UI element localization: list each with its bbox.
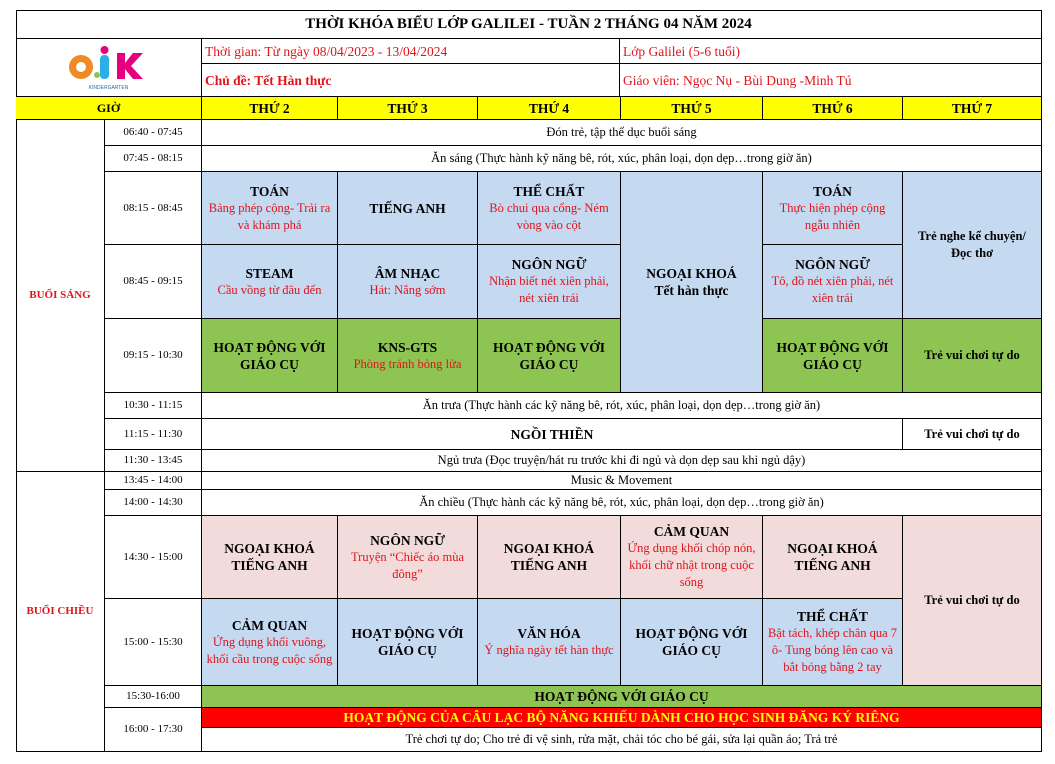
- subject: NGOẠI KHOÁ: [646, 266, 737, 281]
- subject: Trẻ vui chơi tự do: [924, 427, 1020, 441]
- subject: NGÔN NGỮ: [370, 532, 445, 548]
- lesson: Ứng dụng khối chóp nón, khối chữ nhật trong cuộc sống: [627, 541, 756, 589]
- cell-fri-language: [763, 245, 903, 319]
- header-hour: GIỜ: [16, 97, 202, 120]
- subject: TIẾNG ANH: [369, 200, 446, 216]
- class-name: Lớp Galilei (5-6 tuổi): [620, 39, 1042, 64]
- lesson: Bò chui qua cổng- Ném vòng vào cột: [489, 200, 609, 232]
- subject: HOẠT ĐỘNG VỚI GIÁO CỤ: [492, 339, 606, 372]
- cell-tue-english: [338, 172, 478, 245]
- cell-tue-tools: [338, 599, 478, 686]
- cell-wed-pe: [478, 172, 621, 245]
- cell-mon-english-extra: [202, 516, 338, 599]
- school-logo: [16, 39, 202, 97]
- aik-logo-icon: [67, 45, 151, 85]
- lesson: Bật tách, khép chân qua 7 ô- Tung bóng lên cao và bắt bóng bằng 2 tay: [767, 626, 898, 674]
- time-slot: 07:45 - 08:15: [105, 146, 202, 172]
- subject: ÂM NHẠC: [374, 265, 441, 281]
- subject: KNS-GTS: [377, 339, 438, 355]
- cell-thu-tools: [621, 599, 763, 686]
- time-slot: 11:30 - 13:45: [105, 450, 202, 472]
- cell-mon-math: [202, 172, 338, 245]
- subject: TOÁN: [250, 183, 289, 199]
- header-tue: THỨ 3: [338, 97, 478, 120]
- subject: STEAM: [245, 265, 294, 281]
- teachers: Giáo viên: Ngọc Nụ - Bùi Dung -Minh Tú: [620, 64, 1042, 97]
- time-slot: 10:30 - 11:15: [105, 393, 202, 419]
- session-morning: BUỔI SÁNG: [16, 120, 105, 472]
- cell-mon-sensory: [202, 599, 338, 686]
- subject: NGOẠI KHOÁ TIẾNG ANH: [503, 541, 595, 573]
- row-snack: Ăn chiều (Thực hành các kỹ năng bê, rót, xúc, phân loại, dọn dẹp…trong giờ ăn): [202, 490, 1042, 516]
- cell-tue-lifeskills: [338, 319, 478, 393]
- header-thu: THỨ 5: [621, 97, 763, 120]
- row-music: Music & Movement: [202, 472, 1042, 490]
- row-lunch: Ăn trưa (Thực hành các kỹ năng bê, rót, xúc, phân loại, dọn dẹp…trong giờ ăn): [202, 393, 1042, 419]
- time-slot: 08:15 - 08:45: [105, 172, 202, 245]
- subject: NGÔN NGỮ: [511, 257, 587, 272]
- page-title: THỜI KHÓA BIỂU LỚP GALILEI - TUẦN 2 THÁNG 04 NĂM 2024: [16, 10, 1042, 39]
- lesson: Ứng dụng khối vuông, khối cầu trong cuộc sống: [206, 634, 333, 666]
- time-slot: 09:15 - 10:30: [105, 319, 202, 393]
- cell-thu-sensory: [621, 516, 763, 599]
- subject: THỂ CHẤT: [797, 609, 868, 624]
- row-club: HOẠT ĐỘNG CỦA CÂU LẠC BỘ NĂNG KHIẾU DÀNH CHO HỌC SINH ĐĂNG KÝ RIÊNG: [202, 708, 1042, 728]
- cell-thu-extracurricular: [621, 172, 763, 393]
- cell-fri-pe: [763, 599, 903, 686]
- cell-wed-language: [478, 245, 621, 319]
- time-slot: 06:40 - 07:45: [105, 120, 202, 146]
- lesson: Cầu vồng từ đâu đến: [217, 282, 322, 297]
- topic: Chủ đề: Tết Hàn thực: [202, 64, 620, 97]
- cell-fri-english-extra: [763, 516, 903, 599]
- subject: CẢM QUAN: [653, 524, 730, 539]
- time-slot: 14:30 - 15:00: [105, 516, 202, 599]
- time-slot: 14:00 - 14:30: [105, 490, 202, 516]
- date-range: Thời gian: Từ ngày 08/04/2023 - 13/04/2024: [202, 39, 620, 64]
- subject: NGÔN NGỮ: [795, 257, 870, 272]
- time-slot: 13:45 - 14:00: [105, 472, 202, 490]
- subject: Trẻ nghe kể chuyện/Đọc thơ: [918, 229, 1026, 260]
- session-afternoon: BUỔI CHIỀU: [16, 472, 105, 752]
- time-slot: 15:30-16:00: [105, 686, 202, 708]
- cell-fri-tools: [763, 319, 903, 393]
- row-arrival: Đón trẻ, tập thể dục buổi sáng: [202, 120, 1042, 146]
- row-tools: HOẠT ĐỘNG VỚI GIÁO CỤ: [202, 686, 1042, 708]
- lesson: Tô, đồ nét xiên phải, nét xiên trái: [771, 274, 894, 305]
- subject: HOẠT ĐỘNG VỚI GIÁO CỤ: [213, 339, 326, 372]
- subject: NGOẠI KHOÁ TIẾNG ANH: [224, 541, 315, 573]
- time-slot: 16:00 - 17:30: [105, 708, 202, 752]
- cell-wed-tools: [478, 319, 621, 393]
- cell-sat-play: [903, 319, 1042, 393]
- lesson: Nhận biết nét xiên phải, nét xiên trái: [489, 274, 609, 305]
- subject: HOẠT ĐỘNG VỚI GIÁO CỤ: [635, 626, 748, 658]
- logo-subtext: KINDERGARTEN: [88, 84, 129, 91]
- subject: NGOẠI KHOÁ TIẾNG ANH: [787, 541, 878, 573]
- cell-wed-culture: [478, 599, 621, 686]
- subject: Trẻ vui chơi tự do: [924, 348, 1020, 362]
- lesson: Tết hàn thực: [654, 283, 729, 298]
- cell-tue-language: [338, 516, 478, 599]
- cell-sat-story: [903, 172, 1042, 319]
- lesson: Ý nghĩa ngày tết hàn thực: [484, 643, 614, 657]
- time-slot: 08:45 - 09:15: [105, 245, 202, 319]
- cell-tue-music: [338, 245, 478, 319]
- cell-wed-english-extra: [478, 516, 621, 599]
- cell-fri-math: [763, 172, 903, 245]
- subject: CẢM QUAN: [231, 617, 308, 633]
- subject: Trẻ vui chơi tự do: [924, 593, 1020, 607]
- subject: THỂ CHẤT: [513, 183, 585, 199]
- lesson: Truyện “Chiếc áo mùa đông”: [350, 549, 465, 581]
- cell-mon-steam: [202, 245, 338, 319]
- lesson: Hát: Nắng sớm: [369, 282, 446, 297]
- subject: HOẠT ĐỘNG VỚI GIÁO CỤ: [351, 626, 464, 658]
- header-mon: THỨ 2: [202, 97, 338, 120]
- row-pickup: Trẻ chơi tự do; Cho trẻ đi vệ sinh, rửa mặt, chải tóc cho bé gái, sửa lại quần áo; Trả trẻ: [202, 728, 1042, 752]
- row-meditation: NGỒI THIỀN: [202, 419, 903, 450]
- lesson: Bảng phép cộng- Trải ra và khám phá: [208, 200, 331, 232]
- subject: HOẠT ĐỘNG VỚI GIÁO CỤ: [776, 339, 889, 372]
- row-nap: Ngủ trưa (Đọc truyện/hát ru trước khi đi ngủ và dọn dẹp sau khi ngủ dậy): [202, 450, 1042, 472]
- lesson: Phòng tránh bỏng lửa: [353, 356, 462, 371]
- header-sat: THỨ 7: [903, 97, 1042, 120]
- cell-sat-play-noon: [903, 419, 1042, 450]
- lesson: Thực hiện phép cộng ngẫu nhiên: [779, 200, 886, 232]
- subject: VĂN HÓA: [517, 626, 581, 641]
- cell-mon-tools: [202, 319, 338, 393]
- subject: TOÁN: [813, 183, 852, 199]
- time-slot: 11:15 - 11:30: [105, 419, 202, 450]
- row-breakfast: Ăn sáng (Thực hành kỹ năng bê, rót, xúc, phân loại, dọn dẹp…trong giờ ăn): [202, 146, 1042, 172]
- header-wed: THỨ 4: [478, 97, 621, 120]
- cell-sat-play-afternoon: [903, 516, 1042, 686]
- time-slot: 15:00 - 15:30: [105, 599, 202, 686]
- header-fri: THỨ 6: [763, 97, 903, 120]
